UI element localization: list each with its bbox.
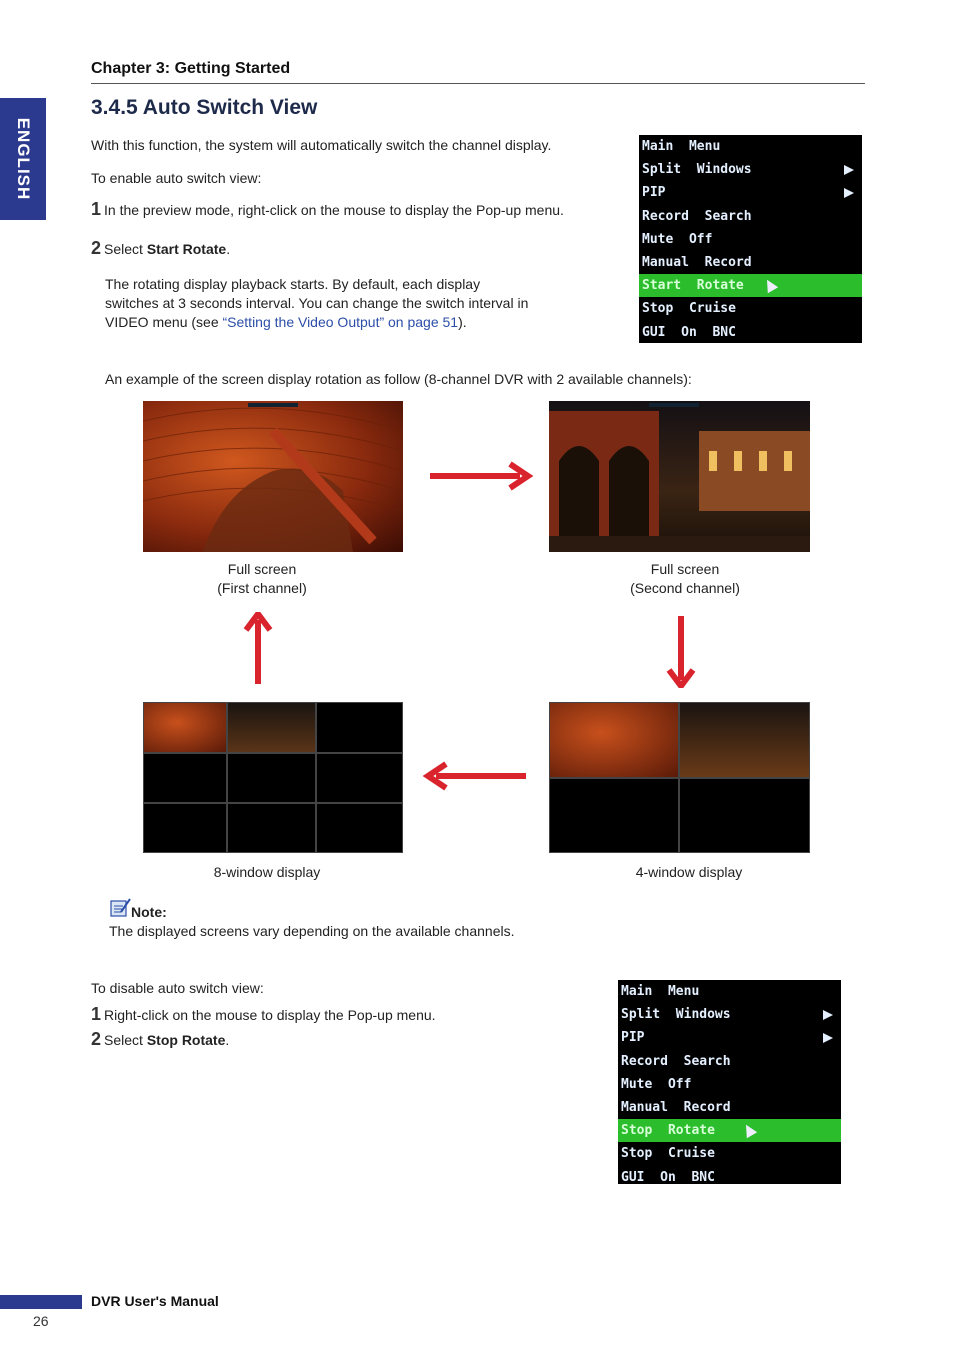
disable-step-2 — [91, 1030, 229, 1050]
submenu-arrow-icon — [844, 165, 854, 175]
window-cell — [679, 702, 810, 778]
menu-item[interactable] — [618, 1026, 841, 1049]
window-cell — [679, 778, 810, 853]
eight-window-display-image — [143, 702, 403, 853]
window-cell — [143, 753, 227, 803]
video-output-link[interactable]: “Setting the Video Output” on page 51 — [222, 314, 459, 330]
window-cell — [316, 803, 403, 853]
menu-item-label: Stop Cruise — [621, 1146, 715, 1162]
enable-lead: To enable auto switch view: — [91, 170, 262, 186]
menu-item-label: Split Windows — [621, 1007, 731, 1023]
language-tab — [0, 98, 46, 220]
arrow-left-icon — [422, 760, 526, 792]
step-text-end: . — [225, 1032, 230, 1048]
window-cell — [549, 778, 679, 853]
menu-item-label: Mute Off — [642, 231, 713, 247]
menu-item[interactable] — [639, 158, 862, 181]
menu-item-label: Start Rotate — [642, 278, 744, 294]
menu-item-label: Manual Record — [621, 1099, 731, 1115]
footer-title: DVR User's Manual — [91, 1293, 219, 1309]
menu-item[interactable] — [618, 1050, 841, 1073]
header-rule — [91, 83, 865, 84]
four-window-caption: 4-window display — [635, 864, 743, 880]
rotate-desc-line-2: switches at 3 seconds interval. You can change the switch interval in — [105, 295, 529, 311]
window-cell — [316, 702, 403, 753]
step-keyword: Start Rotate — [146, 241, 227, 257]
menu-item-label: Mute Off — [621, 1076, 692, 1092]
window-cell — [227, 803, 316, 853]
window-cell — [143, 803, 227, 853]
example-lead: An example of the screen display rotation as follow (8-channel DVR with 2 available channels): — [105, 371, 692, 387]
arcade-illustration — [549, 401, 810, 552]
chapter-heading: Chapter 3: Getting Started — [91, 60, 291, 77]
rotate-desc-text: VIDEO menu (see — [105, 314, 223, 330]
submenu-arrow-icon — [823, 1033, 833, 1043]
step-number: 1 — [91, 199, 102, 219]
mouse-cursor-icon — [741, 1122, 757, 1138]
step-text: Select — [104, 241, 147, 257]
menu-item-label: GUI On BNC — [621, 1169, 715, 1185]
disable-lead: To disable auto switch view: — [91, 980, 264, 996]
menu-item[interactable] — [639, 181, 862, 204]
rotate-desc-line-1: The rotating display playback starts. By default, each display — [105, 276, 481, 292]
menu-item[interactable] — [639, 297, 862, 320]
step-text-end: . — [226, 241, 231, 257]
enable-step-2 — [91, 239, 230, 259]
mouse-cursor-icon — [762, 277, 778, 293]
menu-item-label: Manual Record — [642, 254, 752, 270]
step-text: In the preview mode, right-click on the mouse to display the Pop-up menu. — [104, 202, 564, 218]
menu-item[interactable] — [618, 1003, 841, 1026]
window-cell — [227, 702, 316, 753]
rotate-desc-text-end: ). — [458, 314, 467, 330]
note-text: The displayed screens vary depending on the available channels. — [109, 923, 515, 939]
menu-item[interactable] — [618, 1096, 841, 1119]
caption-line: Full screen — [227, 561, 297, 577]
caption-line: (Second channel) — [630, 580, 740, 596]
enable-step-1 — [91, 200, 564, 220]
arrow-up-icon — [242, 612, 274, 684]
menu-item[interactable] — [618, 1142, 841, 1165]
menu-item[interactable] — [639, 274, 862, 297]
window-cell — [549, 702, 679, 778]
submenu-arrow-icon — [823, 1010, 833, 1020]
intro-text: With this function, the system will automatically switch the channel display. — [91, 137, 552, 153]
submenu-arrow-icon — [844, 188, 854, 198]
note-icon — [109, 898, 131, 918]
eight-window-caption: 8-window display — [213, 864, 321, 880]
window-cell — [143, 702, 227, 753]
note-label: Note: — [131, 904, 167, 920]
footer-bar — [0, 1295, 82, 1309]
step-text: Select — [104, 1032, 147, 1048]
rotate-desc-line-3 — [105, 313, 467, 332]
menu-item-label: Record Search — [642, 208, 752, 224]
menu-item[interactable] — [639, 228, 862, 251]
popup-menu-start-rotate — [639, 135, 862, 343]
caption-line: (First channel) — [217, 580, 307, 596]
step-number: 2 — [91, 1029, 102, 1049]
menu-item[interactable] — [639, 205, 862, 228]
menu-item[interactable] — [639, 135, 862, 158]
full-first-caption — [182, 560, 342, 598]
step-text: Right-click on the mouse to display the Pop-up menu. — [104, 1007, 436, 1023]
language-tab-label: ENGLISH — [14, 117, 33, 201]
full-second-caption — [605, 560, 765, 598]
menu-item-label: Split Windows — [642, 162, 752, 178]
menu-item[interactable] — [639, 321, 862, 344]
menu-item-label: GUI On BNC — [642, 324, 736, 340]
caption-line: Full screen — [650, 561, 720, 577]
full-screen-first-channel-image — [143, 401, 403, 552]
menu-item-label: Stop Cruise — [642, 301, 736, 317]
section-title: 3.4.5 Auto Switch View — [91, 96, 318, 119]
menu-item[interactable] — [639, 251, 862, 274]
menu-item-label: PIP — [621, 1030, 645, 1046]
menu-item-label: Main Menu — [642, 139, 721, 154]
staircase-illustration — [143, 401, 403, 552]
menu-item[interactable] — [618, 1073, 841, 1096]
step-number: 1 — [91, 1004, 102, 1024]
menu-item-label: Main Menu — [621, 984, 700, 999]
menu-item-label: Record Search — [621, 1053, 731, 1069]
step-keyword: Stop Rotate — [146, 1032, 226, 1048]
menu-item[interactable] — [618, 1119, 841, 1142]
window-cell — [227, 753, 316, 803]
page-number: 26 — [33, 1313, 49, 1329]
menu-item-label: PIP — [642, 185, 666, 201]
popup-menu-stop-rotate — [618, 980, 841, 1184]
step-number: 2 — [91, 238, 102, 258]
arrow-down-icon — [665, 616, 697, 688]
four-window-display-image — [549, 702, 810, 853]
arrow-right-icon — [430, 460, 534, 492]
menu-item[interactable] — [618, 1166, 841, 1189]
window-cell — [316, 753, 403, 803]
menu-item[interactable] — [618, 980, 841, 1003]
full-screen-second-channel-image — [549, 401, 810, 552]
disable-step-1 — [91, 1005, 436, 1025]
menu-item-label: Stop Rotate — [621, 1123, 715, 1139]
